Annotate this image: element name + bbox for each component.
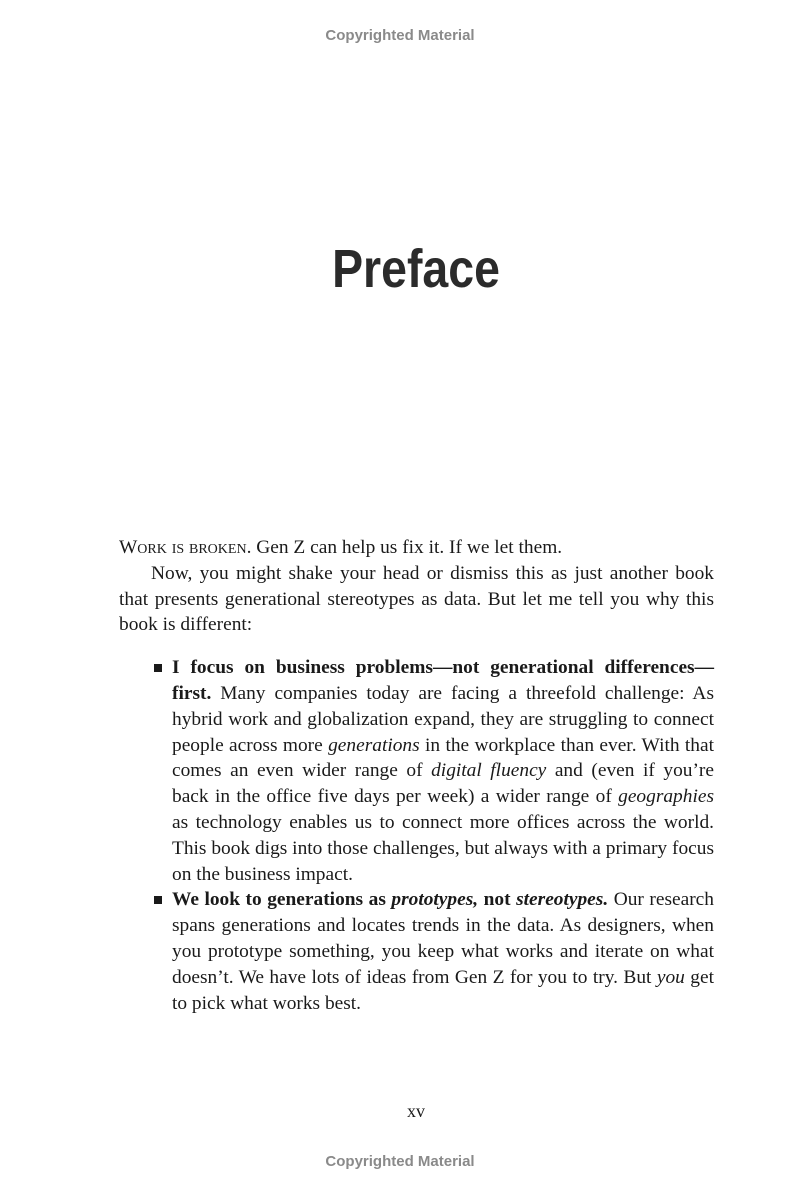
emphasis: generations (328, 734, 420, 756)
body-text (119, 535, 714, 1016)
intro-paragraph (119, 535, 714, 561)
emphasis: digital fluency (431, 760, 547, 782)
bullet-heading: We look to generations as (172, 889, 392, 911)
lead-in-rest: . Gen Z can help us fix it. If we let them. (246, 537, 563, 558)
bullet-item-prototypes (172, 887, 714, 1016)
bullet-text: and (even if you’re back in the office five days per week) a wider range of (172, 760, 714, 808)
square-bullet-icon (154, 896, 162, 904)
chapter-title: Preface (332, 239, 500, 299)
bullet-text: in the workplace than ever. With that comes an even wider range of (172, 734, 714, 782)
emphasis: geographies (618, 786, 714, 808)
bullet-heading: I focus on business problems—not generational differences—first. (172, 657, 714, 704)
bullet-text: Our research spans generations and locates trends in the data. As designers, when you prototype something, you keep what works and iterate on what doesn’t. We have lots of ideas from Gen Z for you to try. But (172, 889, 714, 988)
bullet-text: get to pick what works best. (172, 966, 714, 1014)
bullet-list (119, 655, 714, 1016)
bullet-heading-emphasis: prototypes, (391, 889, 479, 911)
lead-in-smallcaps: Work is broken (119, 537, 247, 558)
page-number: xv (407, 1101, 425, 1121)
copyright-watermark-top: Copyrighted Material (325, 27, 475, 44)
bullet-heading: not (478, 889, 517, 911)
bullet-heading-emphasis: stereotypes. (516, 889, 609, 911)
square-bullet-icon (154, 664, 162, 672)
emphasis: you (656, 966, 685, 988)
second-paragraph: Now, you might shake your head or dismiss this as just another book that presents generational stereotypes as data. But let me tell you why this book is different: (119, 562, 714, 636)
bullet-text: Many companies today are facing a threefold challenge: As hybrid work and globalization expand, they are struggling to connect people across more (172, 682, 714, 756)
bullet-item-business-problems (172, 655, 714, 887)
copyright-watermark-bottom: Copyrighted Material (325, 1153, 475, 1170)
bullet-text: as technology enables us to connect more offices across the world. This book digs into those challenges, but always with a primary focus on the business impact. (172, 811, 714, 885)
